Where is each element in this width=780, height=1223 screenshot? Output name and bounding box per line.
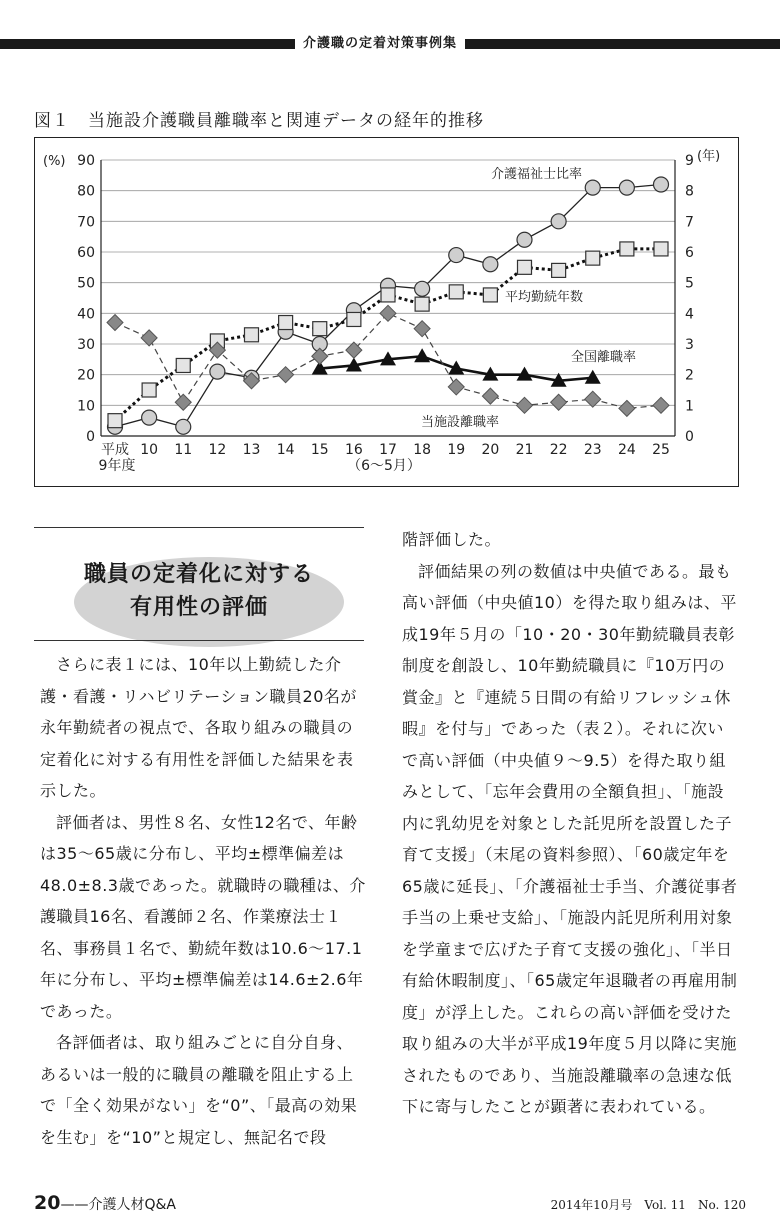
x-tick-label: 23 (583, 442, 602, 458)
x-sublabel-note: （6～5月） (347, 458, 421, 474)
right-tick-label: 7 (685, 214, 694, 231)
footer-issue: 2014年10月号 Vol. 11 No. 120 (550, 1198, 746, 1212)
data-point (517, 232, 532, 247)
series-label: 平均勤続年数 (505, 290, 584, 305)
right-tick-label: 3 (685, 337, 694, 353)
data-point (278, 367, 294, 383)
x-tick-label: 20 (481, 442, 500, 458)
left-tick-label: 90 (77, 153, 95, 169)
data-point (175, 394, 191, 410)
data-point (551, 214, 566, 229)
data-point (414, 348, 430, 362)
right-tick-label: 5 (685, 275, 694, 292)
x-tick-label: 17 (379, 442, 397, 458)
x-tick-label: 12 (208, 442, 227, 458)
header-bar-left (0, 39, 295, 49)
data-point (279, 316, 293, 330)
series-line (115, 249, 661, 421)
section-heading-line2: 有用性の評価 (129, 595, 268, 620)
data-point (176, 358, 190, 372)
section-rule-top (34, 527, 364, 528)
data-point (518, 260, 532, 274)
data-point (653, 397, 669, 413)
page-number: 20 (34, 1192, 61, 1214)
right-tick-label: 6 (685, 245, 694, 261)
data-point (142, 410, 157, 425)
data-point (142, 383, 156, 397)
right-tick-label: 0 (685, 429, 694, 445)
figure-title: 図１ 当施設介護職員離職率と関連データの経年的推移 (34, 111, 484, 131)
data-point (619, 180, 634, 195)
section-rule-bottom (34, 640, 364, 641)
left-tick-label: 0 (86, 429, 95, 445)
data-point (585, 391, 601, 407)
series-label: 介護福祉士比率 (491, 167, 583, 182)
x-tick-label: 平成 (101, 442, 129, 458)
x-tick-label: 18 (413, 442, 432, 458)
data-point (414, 321, 430, 337)
publication-name: ——介護人材Q&A (60, 1197, 176, 1213)
data-point (381, 288, 395, 302)
x-tick-label: 19 (447, 442, 466, 458)
data-point (449, 248, 464, 263)
x-tick-label: 13 (242, 442, 261, 458)
data-point (313, 322, 327, 336)
x-tick-label: 15 (310, 442, 329, 458)
data-point (245, 328, 259, 342)
x-tick-label: 10 (140, 442, 159, 458)
data-point (108, 414, 122, 428)
section-heading-line1: 職員の定着化に対する (83, 562, 314, 587)
data-point (551, 394, 567, 410)
chart-svg (35, 138, 740, 488)
x-sublabel-first: 9年度 (98, 458, 136, 474)
left-tick-label: 70 (77, 214, 95, 231)
data-point (141, 330, 157, 346)
left-column (40, 649, 368, 1153)
x-tick-label: 11 (174, 442, 193, 458)
running-header (0, 36, 780, 52)
left-tick-label: 10 (77, 398, 95, 415)
right-tick-label: 4 (685, 306, 694, 323)
data-point (210, 364, 225, 379)
x-tick-label: 14 (276, 442, 295, 458)
data-point (585, 370, 601, 384)
right-tick-label: 9 (685, 153, 694, 169)
left-tick-label: 60 (77, 245, 95, 261)
data-point (176, 419, 191, 434)
x-tick-label: 22 (549, 442, 568, 458)
data-point (347, 312, 361, 326)
data-point (654, 242, 668, 256)
line-chart (34, 137, 739, 487)
right-column (402, 524, 740, 1123)
data-point (586, 251, 600, 265)
x-tick-label: 21 (515, 442, 534, 458)
left-tick-label: 20 (77, 367, 95, 384)
data-point (107, 315, 123, 331)
footer-page (34, 1192, 176, 1214)
x-tick-label: 24 (617, 442, 636, 458)
left-tick-label: 50 (77, 275, 95, 292)
data-point (483, 257, 498, 272)
data-point (517, 397, 533, 413)
data-point (312, 348, 328, 364)
paragraph: さらに表１には、10年以上勤続した介護・看護・リハビリテーション職員20名が永年勤続者の視点で、各取り組みの職員の定着化に対する有用性を評価した結果を表示した。 (40, 655, 357, 800)
right-tick-label: 1 (685, 398, 694, 415)
paragraph: 評価者は、男性８名、女性12名で、年齢は35～65歳に分布し、平均±標準偏差は48.0±8.3歳であった。就職時の職種は、介護職員16名、看護師２名、作業療法士１名、事務員１名で、勤続年数は10.6～17.1年に分布し、平均±標準偏差は14.6±2.6年であった。 (40, 812, 366, 1021)
data-point (619, 400, 635, 416)
running-header-title: 介護職の定着対策事例集 (300, 35, 460, 53)
data-point (585, 180, 600, 195)
left-tick-label: 30 (77, 337, 95, 353)
data-point (415, 281, 430, 296)
header-bar-right (465, 39, 780, 49)
right-tick-label: 2 (685, 367, 694, 384)
data-point (654, 177, 669, 192)
data-point (483, 288, 497, 302)
right-tick-label: 8 (685, 183, 694, 200)
data-point (449, 285, 463, 299)
data-point (380, 305, 396, 321)
left-axis-unit: (%) (43, 154, 66, 169)
paragraph: 階評価した。 (402, 530, 502, 549)
paragraph: 評価結果の列の数値は中央値である。最も高い評価（中央値10）を得た取り組みは、平成19年５月の「10・20・30年勤続職員表彰制度を創設し、10年勤続職員に『10万円の賞金』と『連続５日間の有給リフレッシュ休暇』を付与」であった（表２）。それに次いで高い評価（中央値９～9.5）を得た取り組みとして、「忘年会費用の全額負担」、「施設内に乳幼児を対象とした託児所を設置した子育て支援」（末尾の資料参照）、「60歳定年を65歳に延長」、「介護福祉士手当、介護従事者手当の上乗せ支給」、「施設内託児所利用対象を学童まで広げた子育て支援の強化」、「半日有給休暇制度」、「65歳定年退職者の再雇用制度」が浮上した。これらの高い評価を受けた取り組みの大半が平成19年度５月以降に実施されたものであり、当施設離職率の急速な低下に寄与したことが顕著に表われている。 (402, 561, 738, 1116)
left-tick-label: 80 (77, 183, 95, 200)
section-heading (34, 535, 364, 640)
right-axis-unit: (年) (697, 149, 721, 164)
x-tick-label: 25 (652, 442, 670, 458)
series-label: 当施設離職率 (421, 415, 500, 430)
series-label: 全国離職率 (571, 350, 637, 365)
data-point (552, 263, 566, 277)
x-tick-label: 16 (344, 442, 363, 458)
data-point (482, 388, 498, 404)
data-point (448, 379, 464, 395)
data-point (620, 242, 634, 256)
data-point (415, 297, 429, 311)
paragraph: 各評価者は、取り組みごとに自分自身、あるいは一般的に職員の離職を阻止する上で「全く効果がない」を“0”、「最高の効果を生む」を“10”と規定し、無記名で段 (40, 1033, 358, 1147)
left-tick-label: 40 (77, 306, 95, 323)
